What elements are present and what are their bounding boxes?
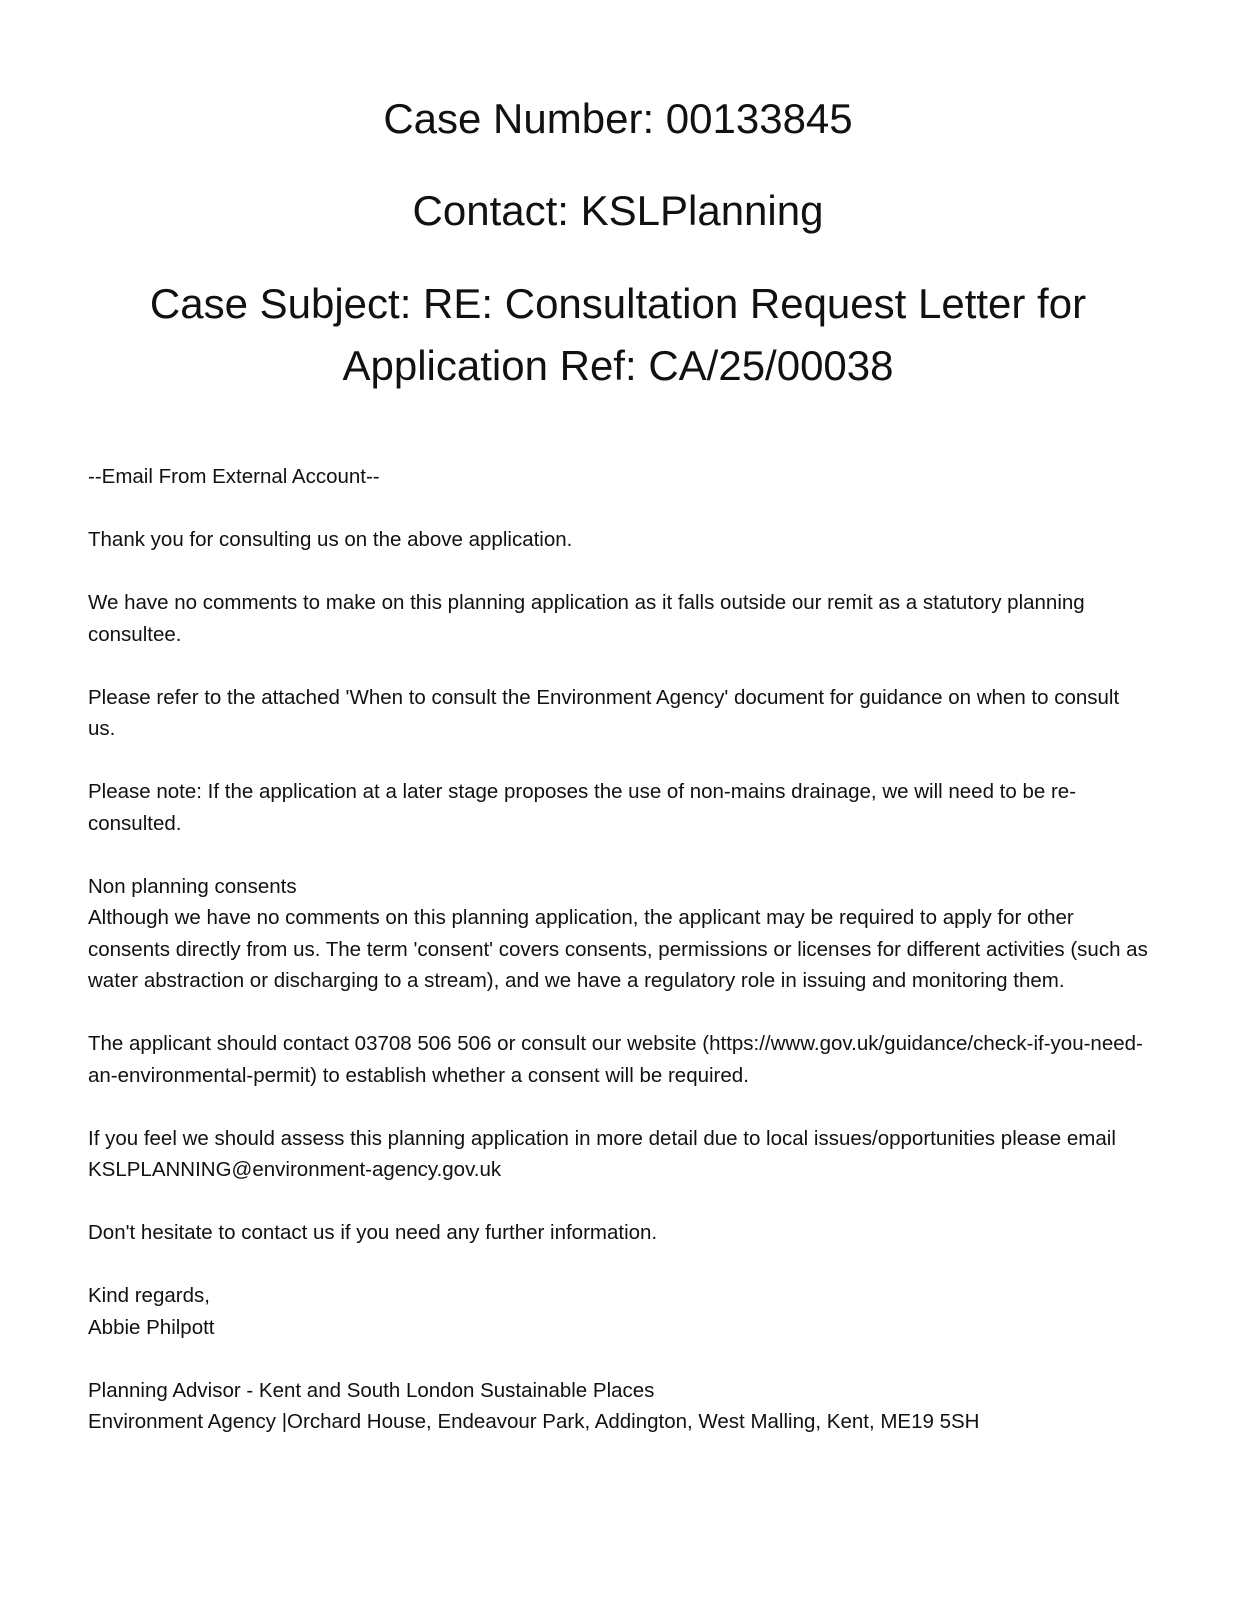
contact-heading: Contact: KSLPlanning: [412, 187, 824, 234]
signer-address: Environment Agency |Orchard House, Endeavour Park, Addington, West Malling, Kent, ME19 5SH: [88, 1410, 980, 1433]
refer-paragraph: Please refer to the attached 'When to consult the Environment Agency' document for guidance on when to consult us.: [88, 685, 1120, 740]
hesitate-paragraph: Don't hesitate to contact us if you need any further information.: [88, 1221, 658, 1244]
case-number-heading: Case Number: 00133845: [383, 95, 853, 142]
no-comments-paragraph: We have no comments to make on this planning application as it falls outside our remit as a statutory planning consultee.: [88, 591, 1085, 646]
note-paragraph: Please note: If the application at a later stage proposes the use of non-mains drainage, we will need to be re-consulted.: [88, 780, 1077, 835]
contact-info-paragraph: The applicant should contact 03708 506 506 or consult our website (https://www.gov.uk/guidance/check-if-you-need-an-environmental-permit) to establish whether a consent will be required.: [88, 1032, 1143, 1087]
signoff: [88, 1280, 1148, 1343]
closing-text: Kind regards,: [88, 1284, 210, 1307]
external-account-banner: --Email From External Account--: [88, 465, 380, 488]
non-planning-heading: Non planning consents: [88, 874, 297, 898]
thanks-paragraph: Thank you for consulting us on the above application.: [88, 528, 573, 551]
signer-name: Abbie Philpott: [88, 1315, 215, 1339]
case-subject-heading: Case Subject: RE: Consultation Request Letter for Application Ref: CA/25/00038: [149, 280, 1087, 389]
signature-block: [88, 1375, 1148, 1438]
assess-paragraph: If you feel we should assess this planning application in more detail due to local issues/opportunities please email KSLPLANNING@environment-agency.gov.uk: [88, 1126, 1116, 1181]
email-body: [88, 461, 1148, 1438]
non-planning-text: Although we have no comments on this planning application, the applicant may be required to apply for other consents directly from us. The term 'consent' covers consents, permissions or licenses for different activities (such as water abstraction or discharging to a stream), and we have a regulatory role in issuing and monitoring them.: [88, 906, 1148, 992]
non-planning-section: [88, 871, 1148, 997]
signer-title: Planning Advisor - Kent and South London Sustainable Places: [88, 1378, 655, 1402]
